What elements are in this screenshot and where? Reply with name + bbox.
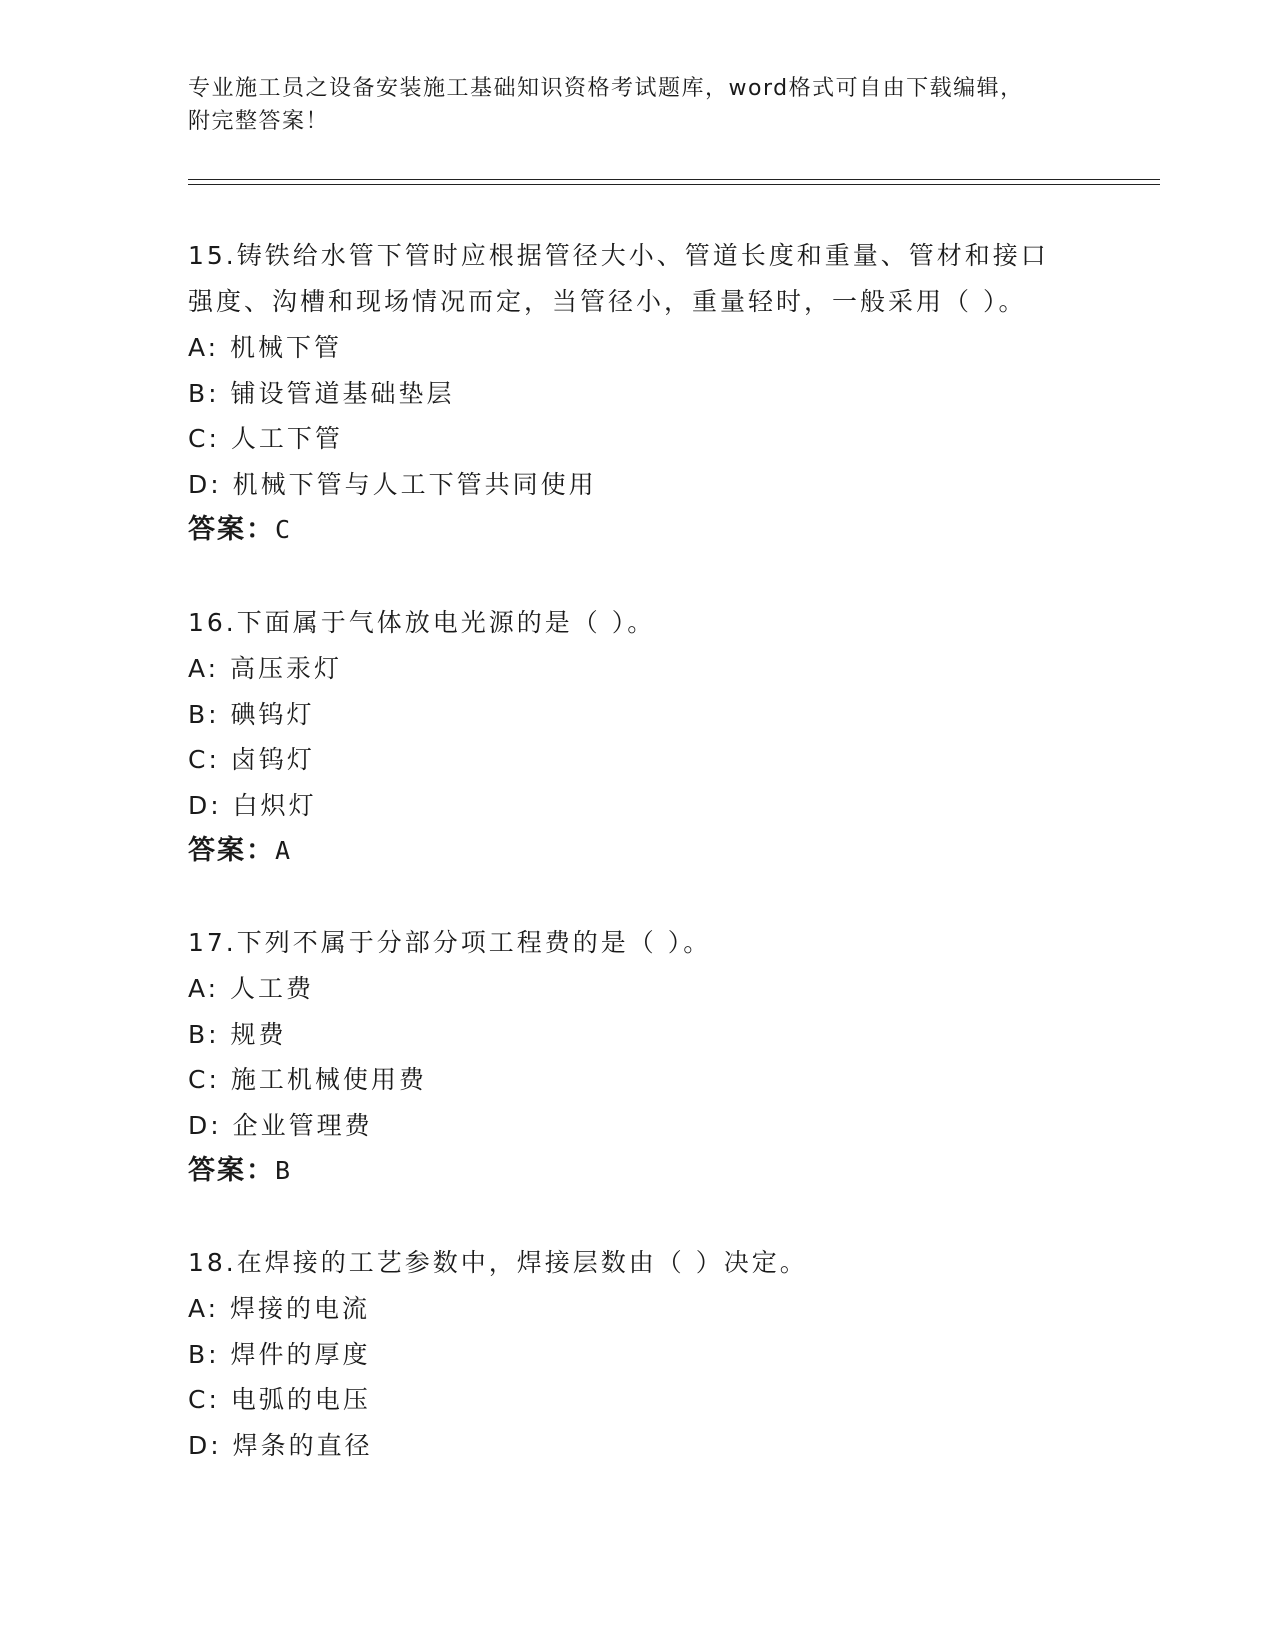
question-17 [188,920,1088,1194]
question-stem-line-1: 15.铸铁给水管下管时应根据管径大小、管道长度和重量、管材和接口 [188,241,1049,270]
option-a: A: 高压汞灯 [188,654,343,683]
header-divider-bottom [188,184,1160,185]
header-line-1: 专业施工员之设备安装施工基础知识资格考试题库，word格式可自由下载编辑， [188,76,1024,101]
answer [188,1148,1088,1194]
answer-value: B [275,1156,293,1185]
option-d: D: 企业管理费 [188,1110,373,1140]
option-c: C: 卤钨灯 [188,745,315,774]
question-stem-line-1: 17.下列不属于分部分项工程费的是（ ）。 [188,928,712,957]
option-b: B: 碘钨灯 [188,699,315,729]
question-15 [188,233,1088,553]
option-a: A: 焊接的电流 [188,1294,371,1323]
answer-value: C [275,515,293,544]
header-divider-top [188,179,1160,180]
answer-label: 答案： [188,835,275,866]
question-18 [188,1240,1088,1468]
header-line-2: 附完整答案！ [188,109,330,134]
option-c: C: 人工下管 [188,424,343,453]
option-d: D: 白炽灯 [188,790,317,820]
option-b: B: 规费 [188,1019,287,1049]
option-c: C: 施工机械使用费 [188,1065,427,1094]
option-b: B: 焊件的厚度 [188,1339,371,1369]
answer-value: A [275,836,293,865]
answer [188,828,1088,874]
option-d: D: 机械下管与人工下管共同使用 [188,469,597,499]
document-header [188,72,1088,138]
option-a: A: 机械下管 [188,333,343,362]
question-16 [188,600,1088,874]
answer-label: 答案： [188,514,275,545]
option-a: A: 人工费 [188,974,315,1003]
question-stem-line-1: 18.在焊接的工艺参数中，焊接层数由（ ）决定。 [188,1248,808,1277]
answer-label: 答案： [188,1155,275,1186]
question-stem-line-2: 强度、沟槽和现场情况而定，当管径小，重量轻时，一般采用（ ）。 [188,287,1027,316]
option-c: C: 电弧的电压 [188,1385,371,1414]
option-b: B: 铺设管道基础垫层 [188,378,455,408]
question-stem-line-1: 16.下面属于气体放电光源的是（ ）。 [188,608,656,637]
answer [188,507,1088,553]
option-d: D: 焊条的直径 [188,1430,373,1460]
